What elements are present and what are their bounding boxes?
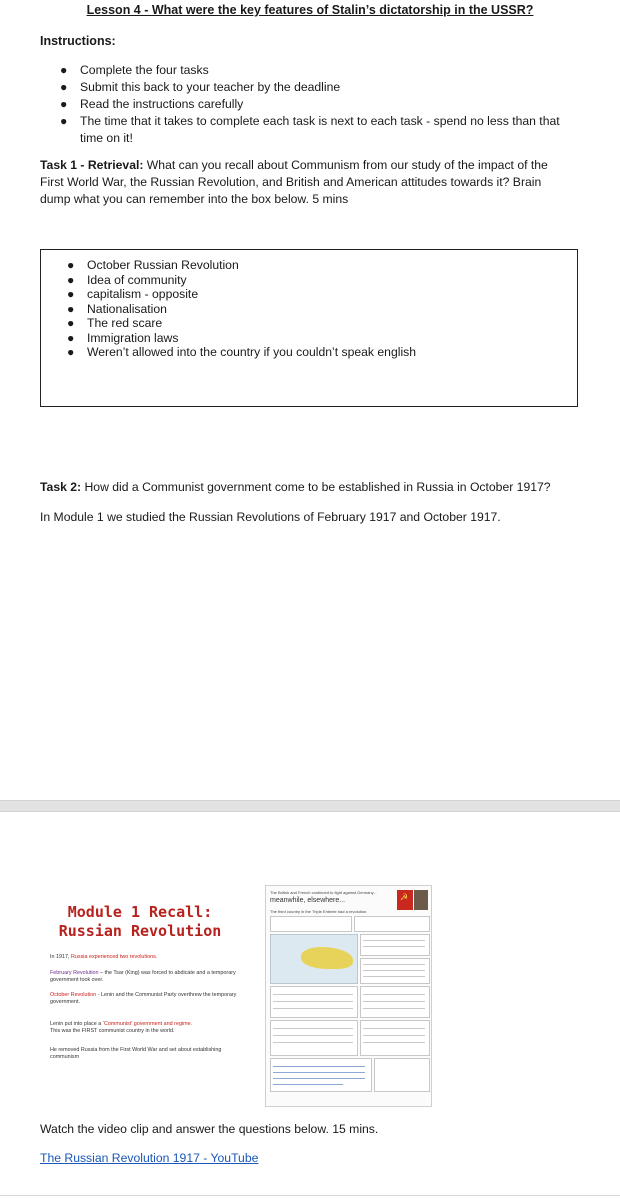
worksheet-box: [360, 934, 430, 956]
answer-item: ● October Russian Revolution: [67, 258, 239, 272]
soviet-flag-icon: ☭: [397, 890, 413, 910]
instructions-heading: Instructions:: [40, 34, 116, 48]
instruction-item: ● Complete the four tasks: [60, 63, 209, 77]
worksheet-sub: The third country in the Triple Entente had a revolution.: [270, 909, 368, 914]
worksheet-links: [270, 1058, 372, 1092]
portrait-image: [414, 890, 428, 910]
worksheet-box: [270, 1020, 358, 1056]
task1-answer-box[interactable]: [40, 249, 578, 407]
youtube-video-link[interactable]: The Russian Revolution 1917 - YouTube: [40, 1151, 259, 1165]
answer-item: ● Immigration laws: [67, 330, 179, 345]
slide-removed: He removed Russia from the First World War and set about establishing communism: [50, 1047, 222, 1060]
answer-item: ● capitalism - opposite: [67, 287, 199, 301]
instructions-list: [52, 62, 562, 147]
instruction-item: ● Read the instructions carefully: [60, 97, 244, 111]
page-break: [0, 800, 620, 812]
slide-lenin: Lenin put into place a ‘Communist’ government and regime. This was the FIRST communist country in the world.: [50, 1021, 193, 1034]
video-instruction: Watch the video clip and answer the questions below. 15 mins.: [40, 1122, 379, 1136]
answer-item: ● Nationalisation: [67, 301, 167, 316]
page-bottom-divider: [0, 1195, 620, 1196]
worksheet-box: [374, 1058, 430, 1092]
worksheet-heading: meanwhile, elsewhere...: [270, 897, 346, 904]
task1-text: What can you recall about Communism from our study of the impact of the First World War, the Russian Revolution, and British and American attitudes towards it? Brain dump what you can remember into the box below. 5 mins: [40, 158, 548, 206]
slide-october: October Revolution - Lenin and the Communist Party overthrew the temporary government.: [50, 992, 237, 1005]
worksheet-box: [270, 916, 352, 932]
worksheet-box: [360, 986, 430, 1018]
instruction-item: ● The time that it takes to complete each task is next to each task - spend no less than that time on it!: [60, 114, 560, 145]
worksheet-box: [360, 1020, 430, 1056]
instruction-item: ● Submit this back to your teacher by the deadline: [60, 80, 341, 94]
slide-intro: In 1917, Russia experienced two revolutions.: [50, 954, 158, 960]
task1-label: Task 1 - Retrieval:: [40, 158, 144, 172]
lesson-title: Lesson 4 - What were the key features of Stalin’s dictatorship in the USSR?: [86, 3, 534, 17]
module1-text: In Module 1 we studied the Russian Revolutions of February 1917 and October 1917.: [40, 510, 501, 524]
recall-slide: [40, 885, 260, 1107]
worksheet-thumbnail: [265, 885, 432, 1107]
module-recall-image: [40, 885, 432, 1107]
map-image: [270, 934, 358, 984]
answer-item: ● The red scare: [67, 316, 163, 330]
task1-prompt: [40, 157, 570, 208]
answer-item: ● Weren’t allowed into the country if you couldn’t speak english: [67, 345, 417, 359]
slide-february: February Revolution – the Tsar (King) was forced to abdicate and a temporary government took over.: [50, 970, 236, 983]
worksheet-box: [360, 958, 430, 984]
worksheet-box: [354, 916, 430, 932]
answer-item: ● Idea of community: [67, 272, 187, 287]
slide-title: Module 1 Recall: Russian Revolution: [58, 903, 222, 940]
task2-prompt: Task 2: How did a Communist government come to be established in Russia in October 1917?: [40, 480, 551, 494]
worksheet-box: [270, 986, 358, 1018]
worksheet-top: The British and French continued to fight against Germany...: [270, 890, 377, 895]
task2-label: Task 2:: [40, 480, 82, 494]
